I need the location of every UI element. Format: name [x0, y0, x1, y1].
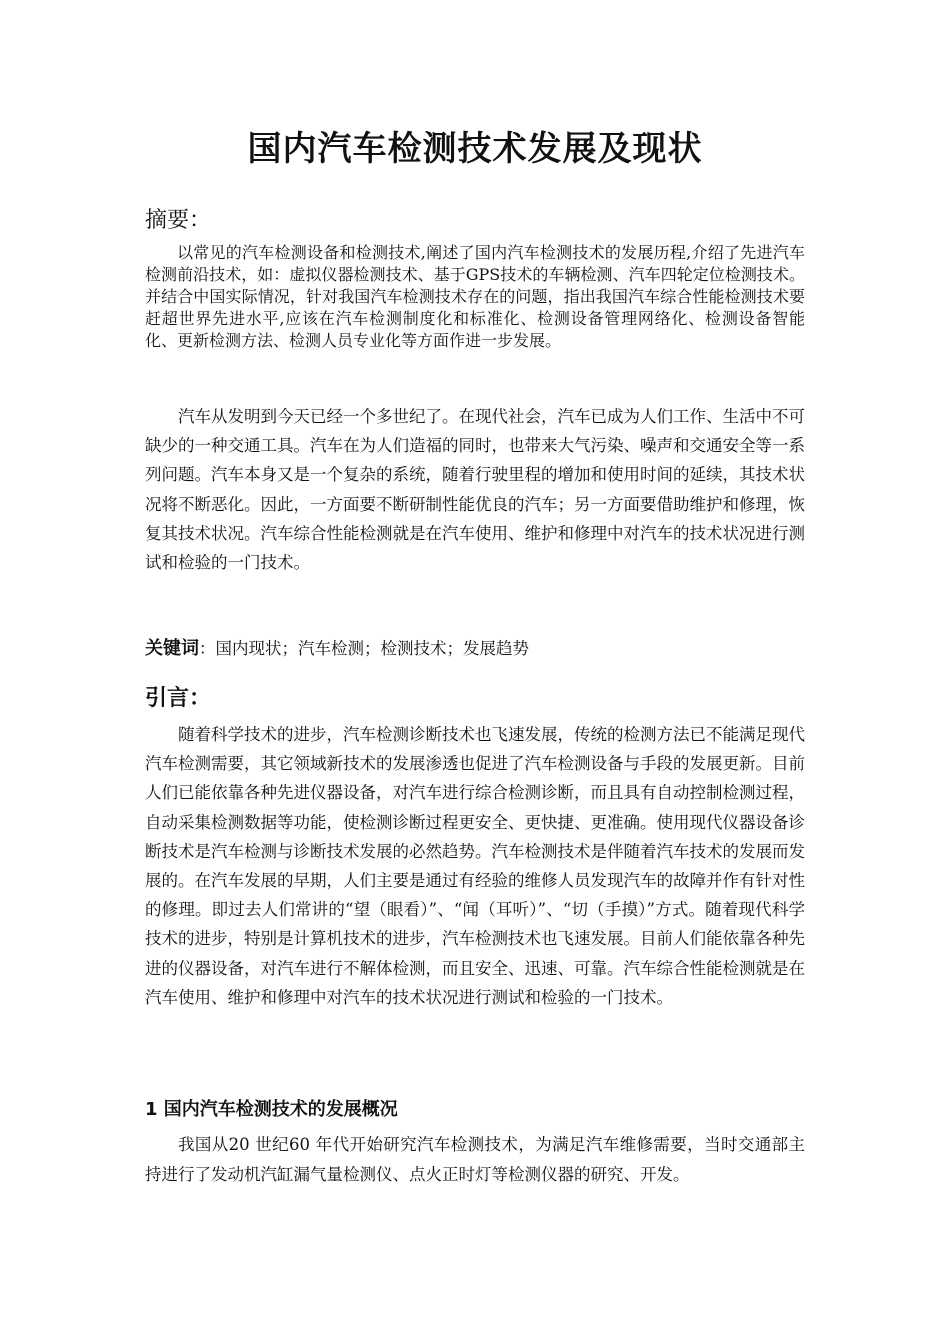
abstract-text: 以常见的汽车检测设备和检测技术,阐述了国内汽车检测技术的发展历程,介绍了先进汽车检测前沿技术，如：虚拟仪器检测技术、基于GPS技术的车辆检测、汽车四轮定位检测技术。并结合中国实际情况，针对我国汽车检测技术存在的问题，指出我国汽车综合性能检测技术要赶超世界先进水平,应该在汽车检测制度化和标准化、检测设备管理网络化、检测设备智能化、更新检测方法、检测人员专业化等方面作进一步发展。 — [145, 243, 805, 350]
section-1-text: 我国从20 世纪60 年代开始研究汽车检测技术，为满足汽车维修需要，当时交通部主持进行了发动机汽缸漏气量检测仪、点火正时灯等检测仪器的研究、开发。 — [145, 1135, 805, 1184]
document-title: 国内汽车检测技术发展及现状 — [247, 129, 703, 169]
keywords-colon: ： — [199, 639, 216, 658]
body-paragraph-1: 汽车从发明到今天已经一个多世纪了。在现代社会，汽车已成为人们工作、生活中不可缺少的一种交通工具。汽车在为人们造福的同时，也带来大气污染、噪声和交通安全等一系列问题。汽车本身又是一个复杂的系统，随着行驶里程的增加和使用时间的延续，其技术状况将不断恶化。因此，一方面要不断研制性能优良的汽车；另一方面要借助维护和修理，恢复其技术状况。汽车综合性能检测就是在汽车使用、维护和修理中对汽车的技术状况进行测试和检验的一门技术。 — [145, 407, 805, 573]
keywords-text: 国内现状；汽车检测；检测技术；发展趋势 — [215, 639, 529, 658]
introduction-heading: 引言： — [145, 686, 212, 711]
keywords-label: 关键词 — [145, 638, 199, 659]
introduction-text: 随着科学技术的进步，汽车检测诊断技术也飞速发展，传统的检测方法已不能满足现代汽车检测需要，其它领域新技术的发展渗透也促进了汽车检测设备与手段的发展更新。目前人们已能依靠各种先进仪器设备，对汽车进行综合检测诊断，而且具有自动控制检测过程，自动采集检测数据等功能，使检测诊断过程更安全、更快捷、更准确。使用现代仪器设备诊断技术是汽车检测与诊断技术发展的必然趋势。汽车检测技术是伴随着汽车技术的发展而发展的。在汽车发展的早期，人们主要是通过有经验的维修人员发现汽车的故障并作有针对性的修理。即过去人们常讲的“望（眼看）”、“闻（耳听）”、“切（手摸）”方式。随着现代科学技术的进步，特别是计算机技术的进步，汽车检测技术也飞速发展。目前人们能依靠各种先进的仪器设备，对汽车进行不解体检测，而且安全、迅速、可靠。汽车综合性能检测就是在汽车使用、维护和修理中对汽车的技术状况进行测试和检验的一门技术。 — [145, 725, 805, 1007]
abstract-heading: 摘要： — [145, 208, 212, 233]
section-1-heading: 1 国内汽车检测技术的发展概况 — [145, 1099, 398, 1120]
keywords-line — [145, 634, 529, 664]
